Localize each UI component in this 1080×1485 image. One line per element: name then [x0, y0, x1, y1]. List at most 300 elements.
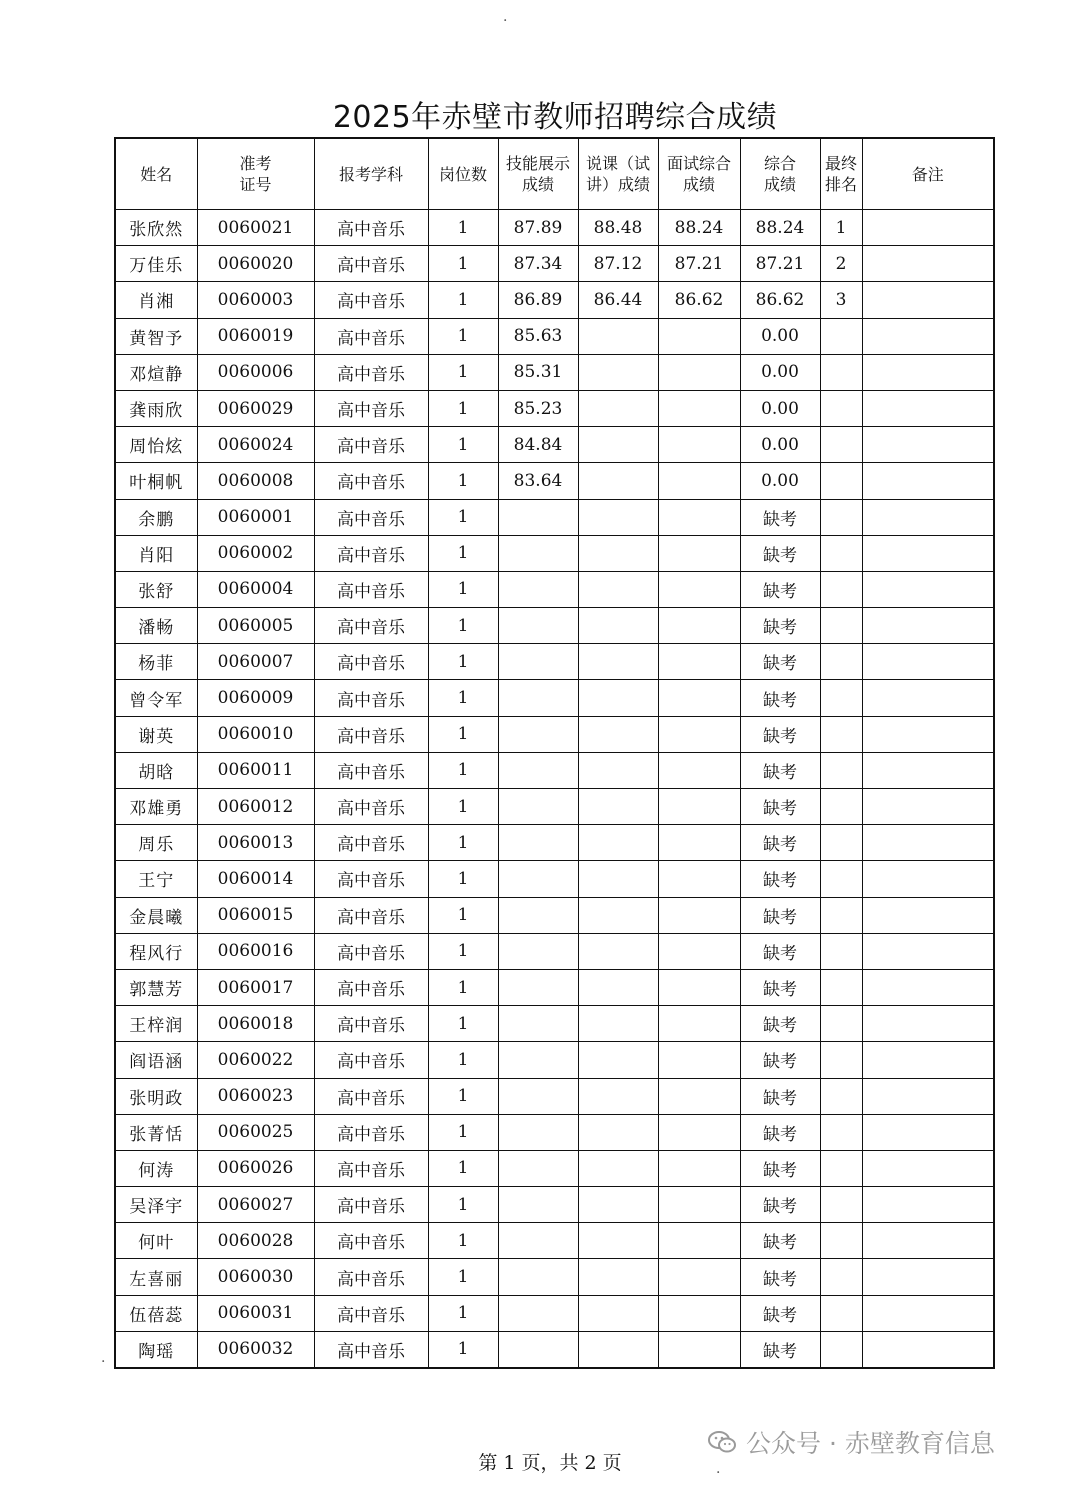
exam-number-cell: 0060009	[197, 680, 314, 716]
subject-cell: 高中音乐	[314, 535, 428, 571]
skill-score-cell: 85.23	[498, 390, 578, 426]
position-count-cell: 1	[428, 1078, 498, 1114]
lecture-score-cell	[578, 1006, 658, 1042]
interview-score-cell	[658, 825, 740, 861]
table-row	[115, 318, 994, 354]
final-rank-cell	[820, 571, 862, 607]
position-count-cell: 1	[428, 969, 498, 1005]
final-rank-cell	[820, 1042, 862, 1078]
skill-score-cell	[498, 716, 578, 752]
skill-score-cell	[498, 499, 578, 535]
exam-number-cell: 0060016	[197, 933, 314, 969]
skill-score-cell	[498, 1150, 578, 1186]
subject-cell: 高中音乐	[314, 210, 428, 246]
column-header	[197, 138, 314, 210]
candidate-name-cell: 万佳乐	[115, 246, 197, 282]
remarks-cell	[862, 1223, 994, 1259]
remarks-cell	[862, 969, 994, 1005]
skill-score-cell	[498, 752, 578, 788]
position-count-cell: 1	[428, 499, 498, 535]
table-row	[115, 1078, 994, 1114]
total-score-cell: 缺考	[740, 1187, 820, 1223]
candidate-name-cell: 杨菲	[115, 644, 197, 680]
lecture-score-cell	[578, 1223, 658, 1259]
lecture-score-cell	[578, 535, 658, 571]
column-header	[428, 138, 498, 210]
subject-cell: 高中音乐	[314, 933, 428, 969]
skill-score-cell	[498, 897, 578, 933]
final-rank-cell	[820, 318, 862, 354]
remarks-cell	[862, 1187, 994, 1223]
skill-score-cell	[498, 535, 578, 571]
skill-score-cell	[498, 608, 578, 644]
final-rank-cell	[820, 499, 862, 535]
exam-number-cell: 0060021	[197, 210, 314, 246]
candidate-name-cell: 龚雨欣	[115, 390, 197, 426]
table-row	[115, 390, 994, 426]
subject-cell: 高中音乐	[314, 246, 428, 282]
position-count-cell: 1	[428, 1223, 498, 1259]
interview-score-cell	[658, 1150, 740, 1186]
table-row	[115, 427, 994, 463]
total-score-cell: 缺考	[740, 789, 820, 825]
exam-number-cell: 0060027	[197, 1187, 314, 1223]
table-row	[115, 1223, 994, 1259]
exam-number-cell: 0060012	[197, 789, 314, 825]
table-row	[115, 789, 994, 825]
candidate-name-cell: 张菁恬	[115, 1114, 197, 1150]
column-header	[578, 138, 658, 210]
table-row	[115, 1331, 994, 1368]
final-rank-cell	[820, 608, 862, 644]
skill-score-cell	[498, 861, 578, 897]
remarks-cell	[862, 390, 994, 426]
position-count-cell: 1	[428, 825, 498, 861]
remarks-cell	[862, 1042, 994, 1078]
exam-number-cell: 0060006	[197, 354, 314, 390]
remarks-cell	[862, 1331, 994, 1368]
column-header	[658, 138, 740, 210]
total-score-cell: 缺考	[740, 499, 820, 535]
skill-score-cell: 87.89	[498, 210, 578, 246]
position-count-cell: 1	[428, 318, 498, 354]
remarks-cell	[862, 282, 994, 318]
total-score-cell: 缺考	[740, 1150, 820, 1186]
remarks-cell	[862, 861, 994, 897]
candidate-name-cell: 吴泽宇	[115, 1187, 197, 1223]
lecture-score-cell	[578, 1042, 658, 1078]
position-count-cell: 1	[428, 354, 498, 390]
total-score-cell: 缺考	[740, 752, 820, 788]
position-count-cell: 1	[428, 1042, 498, 1078]
total-score-cell: 缺考	[740, 933, 820, 969]
subject-cell: 高中音乐	[314, 644, 428, 680]
candidate-name-cell: 潘畅	[115, 608, 197, 644]
final-rank-cell	[820, 752, 862, 788]
lecture-score-cell	[578, 789, 658, 825]
column-header-line: 证号	[239, 175, 272, 194]
column-header-line: 成绩	[763, 175, 796, 194]
skill-score-cell	[498, 1259, 578, 1295]
final-rank-cell	[820, 1223, 862, 1259]
candidate-name-cell: 何涛	[115, 1150, 197, 1186]
interview-score-cell: 86.62	[658, 282, 740, 318]
subject-cell: 高中音乐	[314, 390, 428, 426]
table-row	[115, 680, 994, 716]
candidate-name-cell: 阎语涵	[115, 1042, 197, 1078]
final-rank-cell	[820, 1187, 862, 1223]
exam-number-cell: 0060025	[197, 1114, 314, 1150]
subject-cell: 高中音乐	[314, 1223, 428, 1259]
lecture-score-cell	[578, 825, 658, 861]
candidate-name-cell: 曾令军	[115, 680, 197, 716]
skill-score-cell	[498, 680, 578, 716]
position-count-cell: 1	[428, 1295, 498, 1331]
lecture-score-cell	[578, 716, 658, 752]
total-score-cell: 缺考	[740, 1295, 820, 1331]
interview-score-cell: 88.24	[658, 210, 740, 246]
skill-score-cell: 83.64	[498, 463, 578, 499]
lecture-score-cell	[578, 1295, 658, 1331]
lecture-score-cell	[578, 571, 658, 607]
final-rank-cell	[820, 969, 862, 1005]
remarks-cell	[862, 752, 994, 788]
final-rank-cell: 1	[820, 210, 862, 246]
skill-score-cell	[498, 1223, 578, 1259]
remarks-cell	[862, 716, 994, 752]
lecture-score-cell	[578, 680, 658, 716]
subject-cell: 高中音乐	[314, 861, 428, 897]
candidate-name-cell: 金晨曦	[115, 897, 197, 933]
scan-speck: ·	[503, 13, 508, 29]
total-score-cell: 缺考	[740, 535, 820, 571]
table-row	[115, 1006, 994, 1042]
interview-score-cell	[658, 354, 740, 390]
subject-cell: 高中音乐	[314, 354, 428, 390]
remarks-cell	[862, 499, 994, 535]
final-rank-cell	[820, 390, 862, 426]
remarks-cell	[862, 1078, 994, 1114]
candidate-name-cell: 邓雄勇	[115, 789, 197, 825]
lecture-score-cell	[578, 463, 658, 499]
remarks-cell	[862, 246, 994, 282]
column-header	[820, 138, 862, 210]
skill-score-cell: 86.89	[498, 282, 578, 318]
candidate-name-cell: 郭慧芳	[115, 969, 197, 1005]
lecture-score-cell	[578, 644, 658, 680]
column-header-line: 排名	[824, 175, 857, 194]
position-count-cell: 1	[428, 680, 498, 716]
skill-score-cell	[498, 789, 578, 825]
total-score-cell: 缺考	[740, 571, 820, 607]
subject-cell: 高中音乐	[314, 752, 428, 788]
total-score-cell: 0.00	[740, 318, 820, 354]
interview-score-cell	[658, 1078, 740, 1114]
table-row	[115, 1187, 994, 1223]
remarks-cell	[862, 680, 994, 716]
exam-number-cell: 0060001	[197, 499, 314, 535]
lecture-score-cell	[578, 969, 658, 1005]
subject-cell: 高中音乐	[314, 1006, 428, 1042]
final-rank-cell	[820, 1114, 862, 1150]
total-score-cell: 缺考	[740, 1078, 820, 1114]
candidate-name-cell: 余鹏	[115, 499, 197, 535]
subject-cell: 高中音乐	[314, 499, 428, 535]
total-score-cell: 缺考	[740, 1331, 820, 1368]
position-count-cell: 1	[428, 246, 498, 282]
interview-score-cell	[658, 318, 740, 354]
skill-score-cell	[498, 825, 578, 861]
table-row	[115, 1259, 994, 1295]
lecture-score-cell	[578, 1078, 658, 1114]
lecture-score-cell	[578, 608, 658, 644]
interview-score-cell	[658, 499, 740, 535]
interview-score-cell	[658, 608, 740, 644]
final-rank-cell	[820, 789, 862, 825]
position-count-cell: 1	[428, 1259, 498, 1295]
column-header	[115, 138, 197, 210]
candidate-name-cell: 王宁	[115, 861, 197, 897]
lecture-score-cell	[578, 354, 658, 390]
final-rank-cell	[820, 1331, 862, 1368]
lecture-score-cell	[578, 427, 658, 463]
exam-number-cell: 0060008	[197, 463, 314, 499]
lecture-score-cell	[578, 1331, 658, 1368]
column-header-line: 准考	[239, 154, 272, 173]
candidate-name-cell: 陶瑶	[115, 1331, 197, 1368]
interview-score-cell	[658, 463, 740, 499]
exam-number-cell: 0060024	[197, 427, 314, 463]
candidate-name-cell: 张欣然	[115, 210, 197, 246]
remarks-cell	[862, 789, 994, 825]
exam-number-cell: 0060029	[197, 390, 314, 426]
remarks-cell	[862, 608, 994, 644]
exam-number-cell: 0060005	[197, 608, 314, 644]
subject-cell: 高中音乐	[314, 825, 428, 861]
table-row	[115, 1114, 994, 1150]
position-count-cell: 1	[428, 789, 498, 825]
scan-speck: ·	[716, 1465, 721, 1481]
subject-cell: 高中音乐	[314, 571, 428, 607]
remarks-cell	[862, 1295, 994, 1331]
candidate-name-cell: 叶桐帆	[115, 463, 197, 499]
interview-score-cell	[658, 1331, 740, 1368]
interview-score-cell	[658, 571, 740, 607]
column-header-line: 最终	[824, 154, 857, 173]
candidate-name-cell: 程风行	[115, 933, 197, 969]
skill-score-cell	[498, 1078, 578, 1114]
remarks-cell	[862, 571, 994, 607]
skill-score-cell	[498, 1187, 578, 1223]
skill-score-cell	[498, 1006, 578, 1042]
table-row	[115, 1150, 994, 1186]
subject-cell: 高中音乐	[314, 1114, 428, 1150]
lecture-score-cell	[578, 1114, 658, 1150]
exam-number-cell: 0060022	[197, 1042, 314, 1078]
table-row	[115, 1042, 994, 1078]
lecture-score-cell	[578, 390, 658, 426]
position-count-cell: 1	[428, 1150, 498, 1186]
interview-score-cell	[658, 535, 740, 571]
lecture-score-cell	[578, 1259, 658, 1295]
candidate-name-cell: 周乐	[115, 825, 197, 861]
final-rank-cell	[820, 1078, 862, 1114]
interview-score-cell	[658, 716, 740, 752]
position-count-cell: 1	[428, 897, 498, 933]
final-rank-cell	[820, 680, 862, 716]
lecture-score-cell: 86.44	[578, 282, 658, 318]
final-rank-cell	[820, 933, 862, 969]
final-rank-cell: 3	[820, 282, 862, 318]
candidate-name-cell: 胡晗	[115, 752, 197, 788]
remarks-cell	[862, 535, 994, 571]
table-row	[115, 535, 994, 571]
candidate-name-cell: 张明政	[115, 1078, 197, 1114]
column-header-line: 综合	[763, 154, 796, 173]
final-rank-cell	[820, 535, 862, 571]
total-score-cell: 缺考	[740, 1006, 820, 1042]
final-rank-cell	[820, 1295, 862, 1331]
interview-score-cell	[658, 789, 740, 825]
lecture-score-cell: 88.48	[578, 210, 658, 246]
remarks-cell	[862, 354, 994, 390]
subject-cell: 高中音乐	[314, 1042, 428, 1078]
skill-score-cell	[498, 1295, 578, 1331]
candidate-name-cell: 肖阳	[115, 535, 197, 571]
remarks-cell	[862, 644, 994, 680]
total-score-cell: 0.00	[740, 427, 820, 463]
position-count-cell: 1	[428, 1187, 498, 1223]
watermark-text: 公众号 · 赤壁教育信息	[746, 1429, 995, 1458]
final-rank-cell	[820, 1259, 862, 1295]
exam-number-cell: 0060023	[197, 1078, 314, 1114]
skill-score-cell: 85.31	[498, 354, 578, 390]
lecture-score-cell	[578, 861, 658, 897]
skill-score-cell	[498, 969, 578, 1005]
document-title: 2025年赤壁市教师招聘综合成绩	[332, 100, 778, 135]
interview-score-cell	[658, 1042, 740, 1078]
interview-score-cell	[658, 897, 740, 933]
total-score-cell: 缺考	[740, 897, 820, 933]
column-header	[862, 138, 994, 210]
interview-score-cell	[658, 752, 740, 788]
subject-cell: 高中音乐	[314, 1187, 428, 1223]
subject-cell: 高中音乐	[314, 789, 428, 825]
total-score-cell: 缺考	[740, 644, 820, 680]
interview-score-cell	[658, 1187, 740, 1223]
exam-number-cell: 0060026	[197, 1150, 314, 1186]
final-rank-cell	[820, 463, 862, 499]
remarks-cell	[862, 825, 994, 861]
subject-cell: 高中音乐	[314, 318, 428, 354]
exam-number-cell: 0060019	[197, 318, 314, 354]
table-row	[115, 825, 994, 861]
watermark	[708, 1424, 995, 1460]
remarks-cell	[862, 1259, 994, 1295]
final-rank-cell	[820, 897, 862, 933]
skill-score-cell	[498, 933, 578, 969]
column-header-line: 备注	[911, 164, 944, 184]
exam-number-cell: 0060018	[197, 1006, 314, 1042]
exam-number-cell: 0060003	[197, 282, 314, 318]
skill-score-cell: 84.84	[498, 427, 578, 463]
exam-number-cell: 0060015	[197, 897, 314, 933]
position-count-cell: 1	[428, 535, 498, 571]
candidate-name-cell: 王梓润	[115, 1006, 197, 1042]
position-count-cell: 1	[428, 644, 498, 680]
position-count-cell: 1	[428, 933, 498, 969]
position-count-cell: 1	[428, 861, 498, 897]
table-row	[115, 897, 994, 933]
column-header-line: 姓名	[140, 164, 173, 184]
exam-number-cell: 0060032	[197, 1331, 314, 1368]
subject-cell: 高中音乐	[314, 1078, 428, 1114]
column-header-line: 说课（试	[585, 154, 650, 173]
total-score-cell: 缺考	[740, 680, 820, 716]
exam-number-cell: 0060014	[197, 861, 314, 897]
exam-number-cell: 0060004	[197, 571, 314, 607]
table-body	[115, 210, 994, 1369]
total-score-cell: 缺考	[740, 1223, 820, 1259]
subject-cell: 高中音乐	[314, 608, 428, 644]
subject-cell: 高中音乐	[314, 716, 428, 752]
column-header-line: 成绩	[682, 175, 715, 194]
final-rank-cell	[820, 644, 862, 680]
column-header-line: 成绩	[521, 175, 554, 194]
table-row	[115, 499, 994, 535]
exam-number-cell: 0060007	[197, 644, 314, 680]
lecture-score-cell	[578, 1150, 658, 1186]
skill-score-cell: 85.63	[498, 318, 578, 354]
interview-score-cell	[658, 861, 740, 897]
total-score-cell: 缺考	[740, 716, 820, 752]
column-header-line: 面试综合	[666, 154, 731, 173]
interview-score-cell	[658, 969, 740, 1005]
subject-cell: 高中音乐	[314, 427, 428, 463]
subject-cell: 高中音乐	[314, 680, 428, 716]
lecture-score-cell: 87.12	[578, 246, 658, 282]
lecture-score-cell	[578, 318, 658, 354]
position-count-cell: 1	[428, 752, 498, 788]
candidate-name-cell: 黄智予	[115, 318, 197, 354]
total-score-cell: 缺考	[740, 608, 820, 644]
position-count-cell: 1	[428, 427, 498, 463]
position-count-cell: 1	[428, 282, 498, 318]
remarks-cell	[862, 318, 994, 354]
remarks-cell	[862, 1150, 994, 1186]
skill-score-cell	[498, 1042, 578, 1078]
total-score-cell: 缺考	[740, 861, 820, 897]
interview-score-cell	[658, 1223, 740, 1259]
interview-score-cell	[658, 1295, 740, 1331]
subject-cell: 高中音乐	[314, 463, 428, 499]
table-row	[115, 608, 994, 644]
remarks-cell	[862, 897, 994, 933]
total-score-cell: 87.21	[740, 246, 820, 282]
interview-score-cell	[658, 680, 740, 716]
table-header-row	[115, 138, 994, 210]
position-count-cell: 1	[428, 1114, 498, 1150]
candidate-name-cell: 何叶	[115, 1223, 197, 1259]
position-count-cell: 1	[428, 1006, 498, 1042]
skill-score-cell	[498, 1331, 578, 1368]
remarks-cell	[862, 933, 994, 969]
table-row	[115, 1295, 994, 1331]
final-rank-cell	[820, 825, 862, 861]
lecture-score-cell	[578, 897, 658, 933]
final-rank-cell	[820, 716, 862, 752]
total-score-cell: 0.00	[740, 354, 820, 390]
